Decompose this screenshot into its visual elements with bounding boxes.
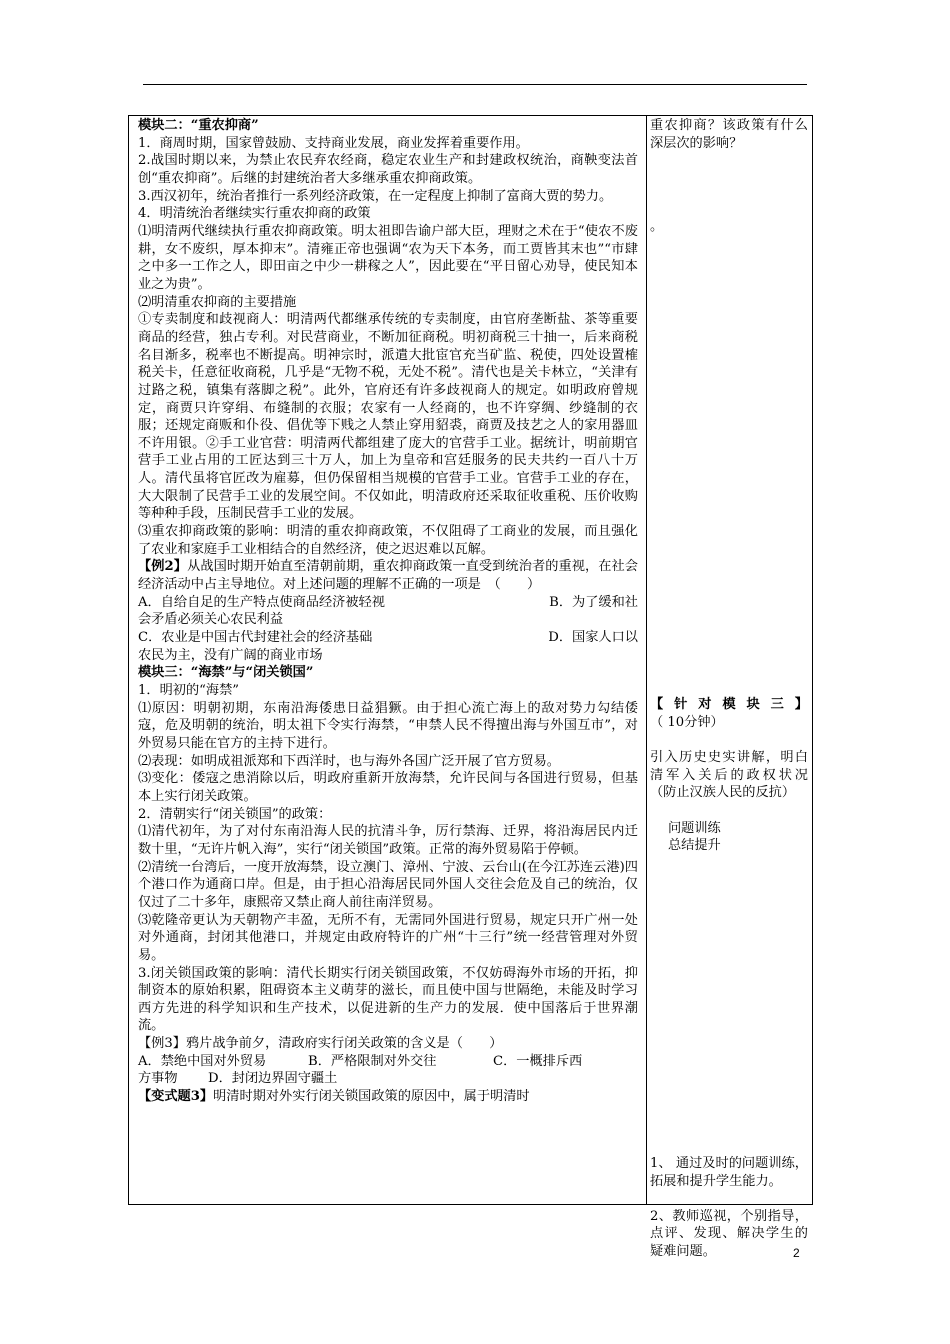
notes-summary: 总结提升 [668, 838, 721, 854]
page-number: 2 [793, 1246, 800, 1260]
module3-manifestation: ⑵表现：如明成祖派郑和下西洋时，也与海外各国广泛开展了官方贸易。 [138, 753, 560, 769]
notes-dot: 。 [650, 219, 664, 235]
example2-option-b: B．为了缓和社 [549, 594, 638, 610]
example3-option-a: A．禁绝中国对外贸易 [138, 1053, 267, 1069]
module2-point3: 3.西汉初年，统治者推行一系列经济政策，在一定程度上抑制了富商大贾的势力。 [138, 188, 613, 204]
example3-options-abc [138, 1053, 638, 1071]
example3-option-c: C．一概排斥西 [493, 1053, 583, 1069]
example2-option-d-cont: 农民为主，没有广阔的商业市场 [138, 647, 323, 663]
example3-option-d: D．封闭边界固守疆土 [208, 1071, 338, 1087]
module3-qing-early: ⑴清代初年，为了对付东南沿海人民的抗清斗争，厉行禁海、迁界，将沿海居民内迁数十里，“无许片帆入海”，实行“闭关锁国”政策。正常的海外贸易陷于停顿。 [138, 824, 638, 857]
lesson-table [128, 115, 813, 1260]
content-column [138, 117, 638, 1203]
module3-point2: 2．清朝实行“闭关锁国”的政策： [138, 806, 332, 822]
example2-option-a: A．自给自足的生产特点使商品经济被轻视 [138, 594, 385, 610]
module3-change: ⑶变化：倭寇之患消除以后，明政府重新开放海禁，允许民间与各国进行贸易，但基本上实行闭关政策。 [138, 771, 638, 804]
example2-option-c: C．农业是中国古代封建社会的经济基础 [138, 630, 373, 646]
example2-label: 【例2】 [138, 559, 188, 575]
module3-cause: ⑴原因：明朝初期，东南沿海倭患日益猖獗。由于担心流亡海上的敌对势力勾结倭寇，危及明朝的统治，明太祖下令实行海禁，“申禁人民不得擅出海与外国互市”，对外贸易只能在官方的主持下进行。 [138, 700, 638, 751]
example3-options-d [138, 1070, 638, 1088]
notes-module3-title: 【针对模块三】 [650, 696, 808, 712]
example3-option-c-cont: 方事物 [138, 1071, 178, 1087]
example3-question: 【例3】鸦片战争前夕，清政府实行闭关政策的含义是（ ） [138, 1036, 503, 1052]
variant3-question [138, 1088, 638, 1106]
module2-measures-heading: ⑵明清重农抑商的主要措施 [138, 294, 297, 310]
module3-point1: 1．明初的“海禁” [138, 683, 239, 698]
module2-point2: 2.战国时期以来，为禁止农民弃农经商，稳定农业生产和封建政权统治，商鞅变法首创“重农抑商”。后继的封建统治者大多继承重农抑商政策。 [138, 153, 638, 186]
module2-measures: ①专卖制度和歧视商人：明清两代都继承传统的专卖制度，由官府垄断盐、茶等重要商品的经营，独占专利。对民营商业，不断加征商税。明初商税三十抽一，后来商税名目渐多，税率也不断提高。明神宗时，派遣大批宦官充当矿监、税使，四处设置榷税关卡，任意征收商税，几乎是“无物不税，无处不税”。清代也是关卡林立，“关津有过路之税，镇集有落脚之税”。此外，官府还有许多歧视商人的规定。如明政府曾规定，商贾只许穿绢、布缝制的衣服；农家有一人经商的，也不许穿绸、纱缝制的衣服；还规定商贩和仆役、倡优等下贱之人禁止穿用貂裘，商贾及技艺之人的家用器皿不许用银。②手工业官营：明清两代都组建了庞大的官营手工业。据统计，明前期官营手工业占用的工匠达到三十万人，加上为皇帝和宫廷服务的民夫共约一百八十万人。清代虽将官匠改为雇募，但仍保留相当规模的官营手工业。官营手工业的存在，大大限制了民营手工业的发展空间。不仅如此，明清政府还采取征收重税、压价收购等种种手段，压制民营手工业的发展。 [138, 312, 638, 522]
example2-options-cd [138, 629, 638, 647]
module2-point1: 1．商周时期，国家曾鼓励、支持商业发展，商业发挥着重要作用。 [138, 135, 529, 151]
module2-title: 模块二：“重农抑商” [138, 118, 259, 133]
example2-text: 从战国时期开始直至清朝前期，重农抑商政策一直受到统治者的重视，在社会经济活动中占主导地位。对上述问题的理解不正确的一项是 （ ） [138, 559, 638, 593]
notes-intro: 引入历史史实讲解，明白清军入关后的政权状况（防止汉族人民的反抗） [650, 749, 808, 801]
notes-column [650, 117, 808, 1260]
column-divider [646, 116, 647, 1204]
module3-title: 模块三：“海禁”与“闭关锁国” [138, 665, 314, 681]
example2-option-d: D．国家人口以 [548, 630, 638, 646]
module2-policy: ⑴明清两代继续执行重农抑商政策。明太祖即告谕户部大臣，理财之术在于“使农不废耕，女不废织，厚本抑末”。清雍正帝也强调“农为天下本务，而工贾皆其末也”“市肆之中多一工作之人，即田亩之中少一耕稼之人”，因此要在“平日留心劝导，使民知本业之为贵”。 [138, 223, 638, 292]
header-rule [143, 84, 807, 85]
notes-module3-time: （ 10分钟） [650, 714, 724, 730]
notes-point1: 1、 通过及时的问题训练，拓展和提升学生能力。 [650, 1155, 808, 1189]
example2-question [138, 558, 638, 593]
module3-qing-taiwan: ⑵清统一台湾后，一度开放海禁，设立澳门、漳州、宁波、云台山(在今江苏连云港)四个港口作为通商口岸。但是，由于担心沿海居民同外国人交往会危及自己的统治，仅仅过了二十多年，康熙帝又禁止商人前往南洋贸易。 [138, 859, 638, 910]
notes-module3-heading [650, 696, 808, 731]
module3-qianlong: ⑶乾隆帝更认为天朝物产丰盈，无所不有，无需同外国进行贸易，规定只开广州一处对外通商，封闭其他港口，并规定由政府特许的广州“十三行”统一经营管理对外贸易。 [138, 912, 638, 963]
variant3-label: 【变式题3】 [138, 1089, 214, 1105]
example2-options-ab [138, 594, 638, 612]
variant3-text: 明清时期对外实行闭关锁国政策的原因中，属于明清时 [213, 1089, 530, 1105]
notes-point2: 2、教师巡视，个别指导，点评、发现、解决学生的疑难问题。 [650, 1208, 808, 1260]
notes-question: 重农抑商？该政策有什么深层次的影响？ [650, 118, 808, 151]
notes-train: 问题训练 [668, 820, 721, 836]
module3-impact: 3.闭关锁国政策的影响：清代长期实行闭关锁国政策，不仅妨碍海外市场的开拓，抑制资本的原始积累，阻碍资本主义萌芽的滋长，而且使中国与世隔绝，未能及时学习西方先进的科学知识和生产技术，以促进新的生产力的发展．使中国落后于世界潮流。 [138, 965, 638, 1034]
module2-point4: 4．明清统治者继续实行重农抑商的政策 [138, 206, 371, 222]
module2-impact: ⑶重农抑商政策的影响：明清的重农抑商政策，不仅阻碍了工商业的发展，而且强化了农业和家庭手工业相结合的自然经济，使之迟迟难以瓦解。 [138, 524, 638, 557]
example2-option-b-cont: 会矛盾必须关心农民利益 [138, 612, 284, 628]
example3-option-b: B．严格限制对外交往 [308, 1053, 437, 1069]
